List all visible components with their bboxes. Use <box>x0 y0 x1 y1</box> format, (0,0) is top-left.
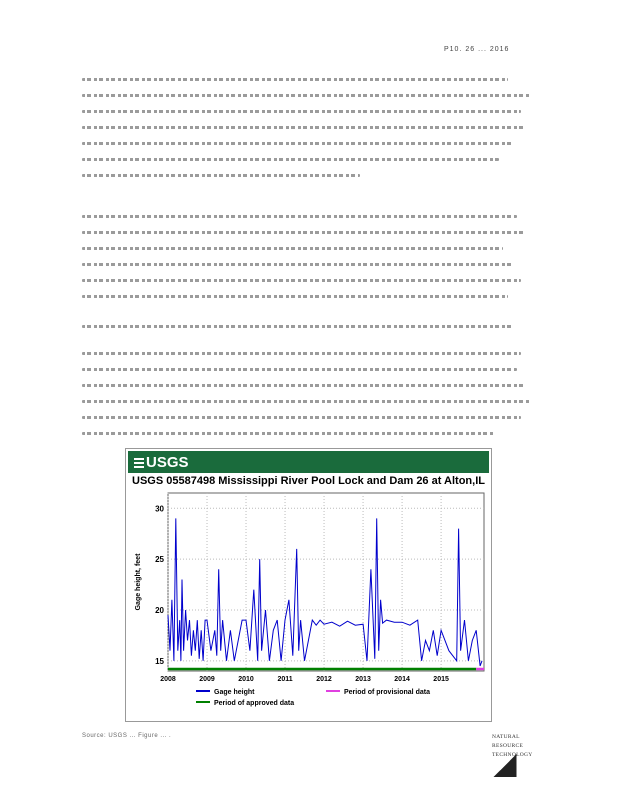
x-tick-label: 2011 <box>277 676 293 683</box>
usgs-waves-icon <box>134 456 144 468</box>
y-axis-label: Gage height, feet <box>135 553 142 611</box>
legend-label: Period of approved data <box>214 700 295 707</box>
y-tick-label: 20 <box>155 605 164 615</box>
usgs-banner <box>128 451 489 473</box>
paragraph-4 <box>82 352 530 448</box>
page-id: P10. 26 ... 2016 <box>444 46 510 53</box>
x-tick-label: 2015 <box>433 676 449 683</box>
figure-caption: Source: USGS ... Figure ... . <box>82 733 172 739</box>
x-tick-label: 2009 <box>199 676 215 683</box>
paragraph-2 <box>82 215 530 311</box>
chart-title: USGS 05587498 Mississippi River Pool Lock and Dam 26 at Alton,IL <box>132 475 485 487</box>
y-tick-label: 25 <box>155 555 164 565</box>
x-tick-label: 2008 <box>160 676 176 683</box>
usgs-logo <box>134 454 189 471</box>
x-tick-label: 2012 <box>316 676 332 683</box>
hydrograph-figure <box>125 448 492 722</box>
x-tick-label: 2014 <box>394 676 410 683</box>
paragraph-1 <box>82 78 530 190</box>
logo-line-3: TECHNOLOGY <box>492 752 533 758</box>
legend-label: Gage height <box>214 689 255 696</box>
legend-label: Period of provisional data <box>344 689 430 696</box>
x-tick-label: 2010 <box>238 676 254 683</box>
paragraph-3 <box>82 325 530 341</box>
logo-line-1: NATURAL <box>492 734 520 740</box>
y-tick-label: 15 <box>155 656 164 666</box>
x-tick-label: 2013 <box>355 676 371 683</box>
logo-line-2: RESOURCE <box>492 743 524 749</box>
y-tick-label: 30 <box>155 504 164 514</box>
nrt-logo-text <box>492 733 533 760</box>
plot-area <box>168 493 484 671</box>
usgs-logo-text: USGS <box>146 453 189 471</box>
hydrograph-plot <box>126 491 491 721</box>
